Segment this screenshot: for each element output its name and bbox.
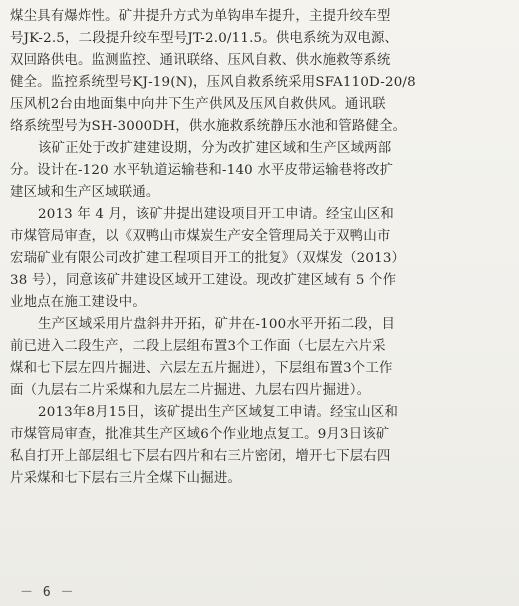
text-line: 前已进入二段生产，二段上层组布置3个工作面（七层左六片采 [10,339,386,354]
paragraph-5 [10,402,486,490]
text-line: 宏瑞矿业有限公司改扩建工程项目开工的批复》（双煤发（2013） [10,251,406,266]
paragraph-3 [10,204,486,314]
document-body [10,6,486,490]
text-line: 建区域和生产区域联通。 [10,185,160,200]
text-line: 络系统型号为SH-3000DH，供水施救系统静压水池和管路健全。 [10,119,407,134]
text-line: 业地点在施工建设中。 [10,295,146,310]
text-line: 面（九层右二片采煤和九层左二片掘进、九层右四片掘进）。 [10,383,371,398]
paragraph-2 [10,138,486,204]
text-line: 2013 年 4 月，该矿井提出建设项目开工申请。经宝山区和 [38,207,394,222]
text-line: 分。设计在-120 水平轨道运输巷和-140 水平皮带运输巷将改扩 [10,163,394,178]
paragraph-1 [10,6,486,138]
page-number: － 6 － [20,585,75,600]
text-line: 38 号），同意该矿井建设区域开工建设。现改扩建区域有 5 个作 [10,273,397,288]
text-line: 2013年8月15日，该矿提出生产区域复工申请。经宝山区和 [38,405,399,420]
text-line: 煤和七下层左四片掘进、六层左五片掘进），下层组布置3个工作 [10,361,393,376]
text-line: 该矿正处于改扩建建设期，分为改扩建区域和生产区域两部 [38,141,392,156]
text-line: 片采煤和七下层右三片全煤下山掘进。 [10,471,242,486]
text-line: 号JK-2.5，二段提升绞车型号JT-2.0/11.5。供电系统为双电源、 [10,31,399,46]
text-line: 市煤管局审查，批准其生产区域6个作业地点复工。9月3日该矿 [10,427,390,442]
text-line: 生产区域采用片盘斜井开拓，矿井在-100水平开拓二段，目 [38,317,396,332]
text-line: 市煤管局审查，以《双鸭山市煤炭生产安全管理局关于双鸭山市 [10,229,391,244]
paragraph-4 [10,314,486,402]
text-line: 健全。监控系统型号KJ-19(N)，压风自救系统采用SFA110D-20/8 [10,75,416,90]
text-line: 煤尘具有爆炸性。矿井提升方式为单钩串车提升，主提升绞车型 [10,9,391,24]
text-line: 私自打开上部层组七下层右四片和右三片密闭，增开七下层右四 [10,449,391,464]
text-line: 压风机2台由地面集中向井下生产供风及压风自救供风。通讯联 [10,97,386,112]
text-line: 双回路供电。监测监控、通讯联络、压风自救、供水施救等系统 [10,53,391,68]
